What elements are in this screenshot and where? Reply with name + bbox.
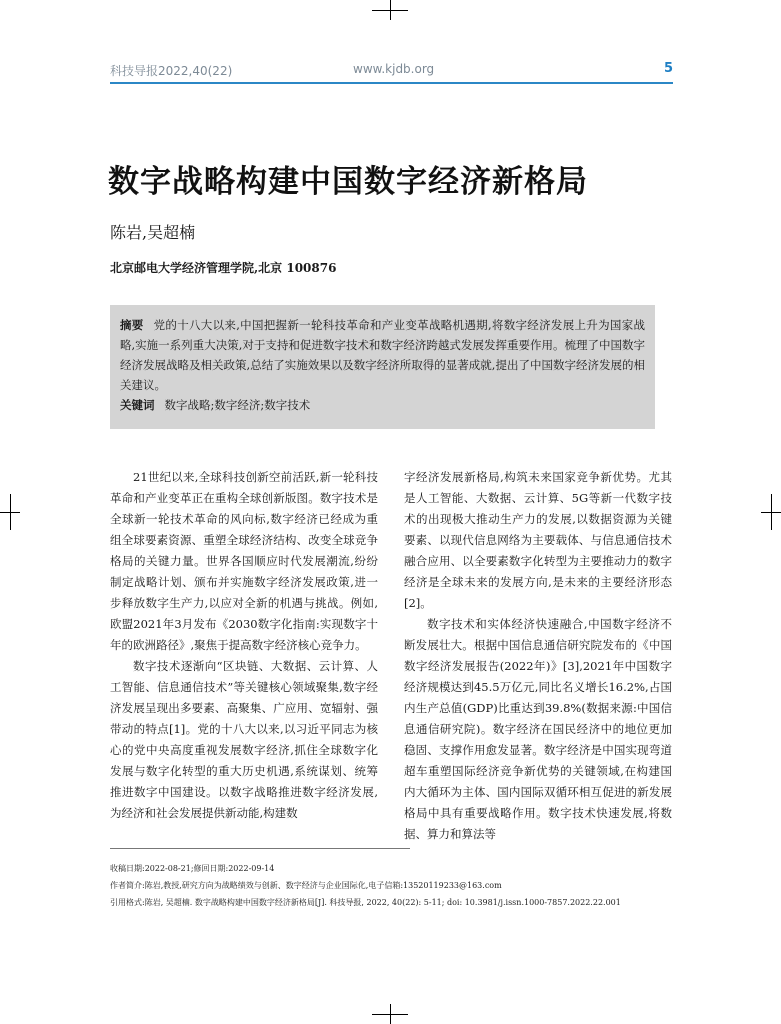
footnotes [110,860,670,911]
crop-mark-left-v [10,494,11,530]
abstract-box [110,305,655,429]
article-authors: 陈岩,吴超楠 [110,223,196,242]
journal-website: www.kjdb.org [353,62,435,76]
keywords [120,395,645,415]
footnote-dates: 收稿日期:2022-08-21;修回日期:2022-09-14 [110,864,275,873]
author-affiliation: 北京邮电大学经济管理学院,北京 100876 [110,261,337,275]
footnote-citation: 引用格式:陈岩, 吴超楠. 数字战略构建中国数字经济新格局[J]. 科技导报, 2022, 40(22): 5-11; doi: 10.3981/j.issn.1000-7857.2022.22.001 [110,898,621,907]
paragraph: 数字技术逐渐向“区块链、大数据、云计算、人工智能、信息通信技术”等关键核心领域聚集,数字经济发展呈现出多要素、高聚集、广应用、宽辐射、强带动的特点[1]。党的十八大以来,以习近平同志为核心的党中央高度重视发展数字经济,抓住全球数字化发展与数字化转型的重大历史机遇,系统谋划、统筹推进数字中国建设。以数字战略推进数字经济发展,为经济和社会发展提供新动能,构建数 [110,659,378,820]
paragraph: 数字技术和实体经济快速融合,中国数字经济不断发展壮大。根据中国信息通信研究院发布的《中国数字经济发展报告(2022年)》[3],2021年中国数字经济规模达到45.5万亿元,同比名义增长16.2%,占国内生产总值(GDP)比重达到39.8%(数据来源:中国信息通信研究院)。数字经济在国民经济中的地位更加稳固、支撑作用愈发显著。数字经济是中国实现弯道超车重塑国际经济竞争新优势的关键领域,在构建国内大循环为主体、国内国际双循环相互促进的新发展格局中具有重要战略作用。数字技术快速发展,将数据、算力和算法等 [404,617,672,841]
header-rule [110,82,673,84]
body-column-right [404,467,672,845]
crop-mark-top-h [372,10,408,11]
crop-mark-right-v [771,494,772,530]
page-number: 5 [663,61,673,76]
abstract-text: 党的十八大以来,中国把握新一轮科技革命和产业变革战略机遇期,将数字经济发展上升为国家战略,实施一系列重大决策,对于支持和促进数字技术和数字经济跨越式发展发挥重要作用。梳理了中国数字经济发展战略及相关政策,总结了实施效果以及数字经济所取得的显著成就,提出了中国数字经济发展的相关建议。 [120,318,646,392]
body-column-left [110,467,378,824]
footnote-rule [110,848,410,849]
keywords-label: 关键词 [120,398,155,412]
footnote-author-bio: 作者简介:陈岩,教授,研究方向为战略绩效与创新、数字经济与企业国际化,电子信箱:13520119233@163.com [110,881,502,890]
crop-mark-bottom-h [372,1014,408,1015]
abstract-label: 摘要 [120,318,144,332]
paragraph: 21世纪以来,全球科技创新空前活跃,新一轮科技革命和产业变革正在重构全球创新版图。数字技术是全球新一轮技术革命的风向标,数字经济已经成为重组全球要素资源、重塑全球经济结构、改变全球竞争格局的关键力量。世界各国顺应时代发展潮流,纷纷制定战略计划、颁布并实施数字经济发展政策,进一步释放数字生产力,以应对全新的机遇与挑战。例如,欧盟2021年3月发布《2030数字化指南:实现数字十年的欧洲路径》,聚焦于提高数字经济核心竞争力。 [110,470,378,652]
abstract [120,315,645,395]
paragraph: 字经济发展新格局,构筑未来国家竞争新优势。尤其是人工智能、大数据、云计算、5G等新一代数字技术的出现极大推动生产力的发展,以数据资源为关键要素、以现代信息网络为主要载体、与信息通信技术融合应用、以全要素数字化转型为主要推动力的数字经济是全球未来的发展方向,是未来的主要经济形态[2]。 [404,470,672,610]
journal-name: 科技导报2022,40(22) [110,64,233,78]
keywords-text: 数字战略;数字经济;数字技术 [164,398,311,412]
article-title: 数字战略构建中国数字经济新格局 [108,164,588,200]
running-header [110,62,673,80]
